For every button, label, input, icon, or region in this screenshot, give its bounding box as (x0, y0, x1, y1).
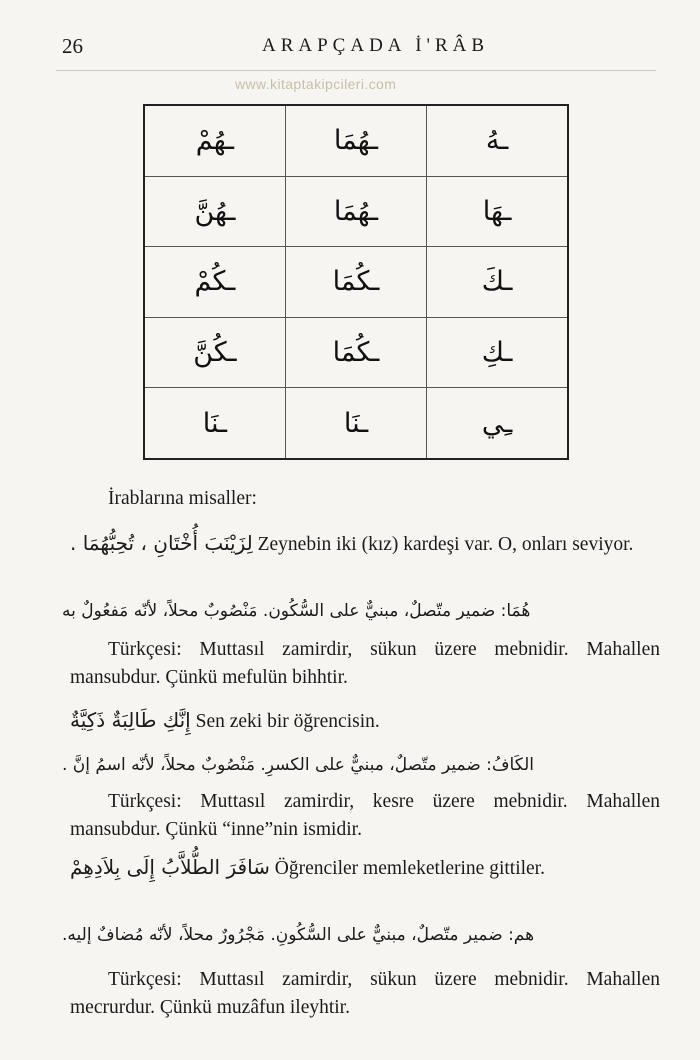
pronoun-table (143, 104, 569, 460)
header-rule (56, 70, 656, 71)
example-3-analysis: هم: ضمير متّصلٌ، مبنيٌّ على السُّكُونِ. مَجْرُورٌ محلاً، لأنّه مُضافٌ إليه. (62, 925, 535, 945)
example-3 (70, 852, 660, 884)
watermark: www.kitaptakipcileri.com (235, 76, 397, 92)
table-cell: ـهُ (427, 105, 568, 176)
table-cell: ـنَا (144, 388, 285, 459)
table-cell: ـهُمَا (285, 176, 426, 246)
examples-heading: İrablarına misaller: (108, 488, 257, 509)
table-cell: ـهَا (427, 176, 568, 246)
table-cell: ـهُنَّ (144, 176, 285, 246)
table-row (144, 247, 568, 317)
table-cell: ـكَ (427, 247, 568, 317)
page-header (0, 34, 700, 64)
example-2-turkish: Sen zeki bir öğrencisin. (195, 711, 380, 732)
table-row (144, 388, 568, 459)
example-2-analysis: الكَافُ: ضمير متّصلٌ، مبنيٌّ على الكسرِ. مَنْصُوبٌ محلاً، لأنّه اسمُ إنَّ . (62, 755, 534, 775)
running-title: ARAPÇADA İ'RÂB (262, 35, 490, 56)
example-1 (70, 528, 660, 560)
table-cell: ـكُمَا (285, 317, 426, 387)
example-3-turkish: Öğrenciler memleketlerine gittiler. (274, 858, 545, 879)
example-1-analysis: هُمَا: ضمير متّصلٌ، مبنيٌّ على السُّكُون. مَنْصُوبٌ محلاً، لأنّه مَفعُولٌ به (62, 601, 531, 621)
table-cell: ـِي (427, 388, 568, 459)
example-3-arabic: سَافَرَ الطُّلاَّبُ إِلَى بِلاَدِهِمْ (70, 855, 270, 879)
table-cell: ـكُمْ (144, 247, 285, 317)
table-cell: ـهُمَا (285, 105, 426, 176)
example-2 (70, 706, 660, 736)
table-cell: ـكِ (427, 317, 568, 387)
table-row (144, 317, 568, 387)
table-row (144, 176, 568, 246)
table-cell: ـنَا (285, 388, 426, 459)
example-2-translation: Türkçesi: Muttasıl zamirdir, kesre üzere mebnidir. Mahallen mansubdur. Çünkü “inne”nin ismidir. (70, 791, 660, 840)
table-cell: ـكُمَا (285, 247, 426, 317)
example-1-translation: Türkçesi: Muttasıl zamirdir, sükun üzere mebnidir. Mahallen mansubdur. Çünkü mefulün bihhtir. (70, 639, 660, 688)
example-3-translation: Türkçesi: Muttasıl zamirdir, sükun üzere mebnidir. Mahallen mecrurdur. Çünkü muzâfun ileyhtir. (70, 969, 660, 1018)
table-cell: ـكُنَّ (144, 317, 285, 387)
table-row (144, 105, 568, 176)
example-1-arabic: لِزَيْنَبَ أُخْتَانِ ، تُحِبُّهُمَا . (70, 531, 253, 555)
example-2-arabic: إِنَّكِ طَالِبَةٌ ذَكِيَّةٌ (70, 708, 191, 732)
example-1-turkish: Zeynebin iki (kız) kardeşi var. O, onları seviyor. (257, 534, 634, 555)
page-number: 26 (62, 34, 83, 58)
table-cell: ـهُمْ (144, 105, 285, 176)
